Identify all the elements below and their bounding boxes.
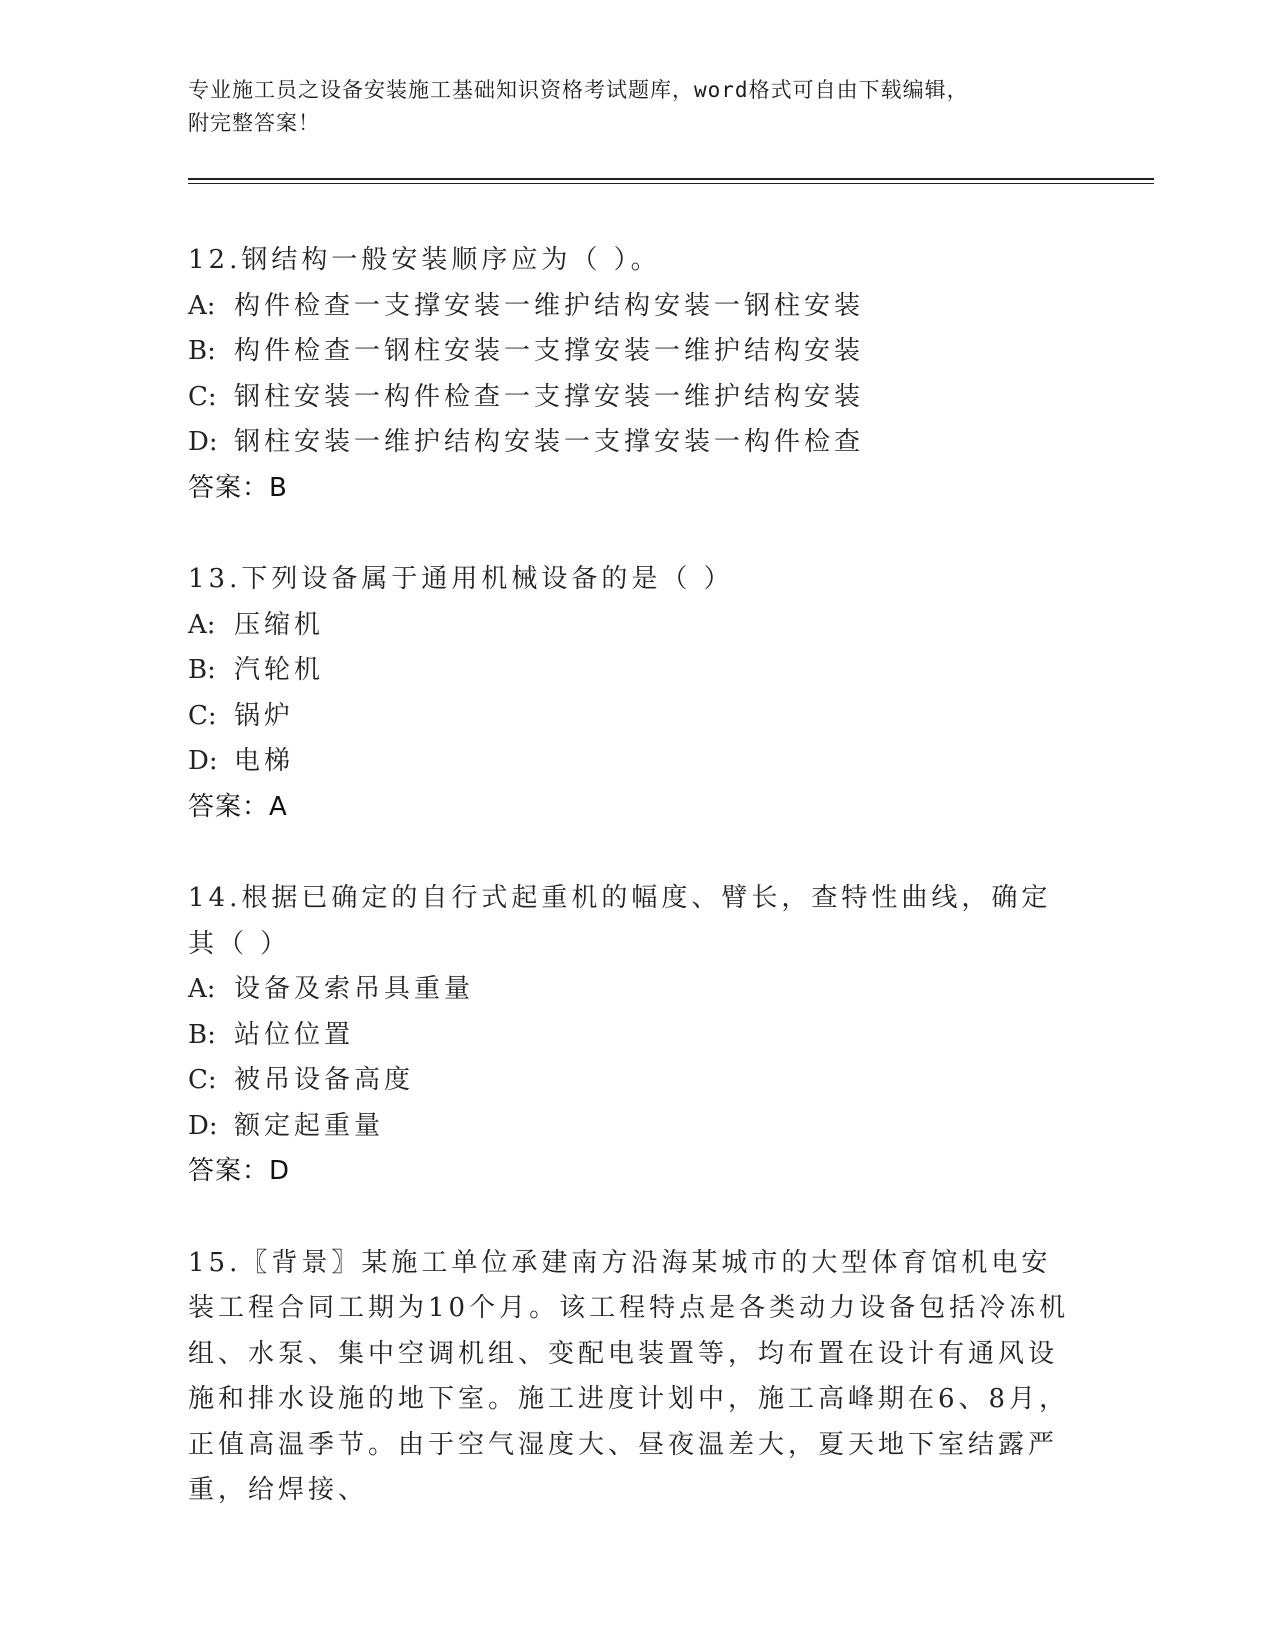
option-d bbox=[188, 1104, 1088, 1150]
option-c bbox=[188, 375, 1088, 421]
option-d bbox=[188, 420, 1088, 466]
option-text: 汽轮机 bbox=[234, 655, 325, 685]
option-text: 压缩机 bbox=[234, 609, 325, 640]
question-12 bbox=[188, 238, 1088, 511]
answer: 答案：D bbox=[188, 1156, 291, 1186]
option-b bbox=[188, 648, 1088, 694]
option-a bbox=[188, 284, 1088, 330]
option-letter: A: bbox=[188, 609, 216, 640]
option-text: 被吊设备高度 bbox=[234, 1065, 415, 1095]
option-letter: B: bbox=[188, 336, 216, 366]
answer: 答案：B bbox=[188, 472, 288, 503]
document-header bbox=[188, 74, 1088, 140]
option-b bbox=[188, 1013, 1088, 1059]
option-letter: C: bbox=[188, 1065, 217, 1095]
option-text: 构件检查一支撑安装一维护结构安装一钢柱安装 bbox=[234, 290, 865, 321]
option-a bbox=[188, 967, 1088, 1013]
header-divider-thick bbox=[188, 178, 1154, 180]
option-c bbox=[188, 1058, 1088, 1104]
question-14 bbox=[188, 876, 1088, 1195]
option-letter: A: bbox=[188, 974, 216, 1004]
option-letter: B: bbox=[188, 655, 216, 685]
question-stem: 13.下列设备属于通用机械设备的是（ ） bbox=[188, 564, 734, 594]
question-13 bbox=[188, 557, 1088, 830]
option-text: 锅炉 bbox=[234, 700, 295, 731]
header-line-1: 专业施工员之设备安装施工基础知识资格考试题库，word格式可自由下载编辑， bbox=[188, 78, 969, 102]
option-text: 钢柱安装一构件检查一支撑安装一维护结构安装 bbox=[234, 381, 865, 412]
question-stem: 14.根据已确定的自行式起重机的幅度、臂长，查特性曲线，确定其（ ） bbox=[188, 883, 1052, 959]
answer: 答案：A bbox=[188, 791, 288, 822]
option-letter: D: bbox=[188, 1110, 218, 1141]
option-d bbox=[188, 739, 1088, 785]
question-stem: 12.钢结构一般安装顺序应为（ ）。 bbox=[188, 245, 661, 275]
option-letter: C: bbox=[188, 700, 217, 731]
option-a bbox=[188, 603, 1088, 649]
question-list bbox=[188, 238, 1088, 1514]
option-letter: C: bbox=[188, 381, 217, 412]
option-b bbox=[188, 329, 1088, 375]
option-text: 钢柱安装一维护结构安装一支撑安装一构件检查 bbox=[234, 427, 865, 457]
option-text: 设备及索吊具重量 bbox=[234, 974, 475, 1004]
option-letter: D: bbox=[188, 746, 218, 776]
option-letter: A: bbox=[188, 290, 216, 321]
option-c bbox=[188, 694, 1088, 740]
option-text: 电梯 bbox=[234, 746, 295, 776]
question-15-background: 15.〖背景〗某施工单位承建南方沿海某城市的大型体育馆机电安装工程合同工期为10个月。该工程特点是各类动力设备包括冷冻机组、水泵、集中空调机组、变配电装置等，均布置在设计有通风设施和排水设施的地下室。施工进度计划中，施工高峰期在6、8月，正值高温季节。由于空气湿度大、昼夜温差大，夏天地下室结露严重，给焊接、 bbox=[188, 1247, 1070, 1505]
option-text: 站位位置 bbox=[234, 1019, 355, 1050]
header-line-2: 附完整答案！ bbox=[188, 111, 320, 135]
option-text: 构件检查一钢柱安装一支撑安装一维护结构安装 bbox=[234, 336, 865, 366]
option-letter: D: bbox=[188, 427, 218, 457]
option-text: 额定起重量 bbox=[234, 1110, 385, 1141]
option-letter: B: bbox=[188, 1019, 216, 1050]
header-divider-thin bbox=[188, 183, 1154, 184]
